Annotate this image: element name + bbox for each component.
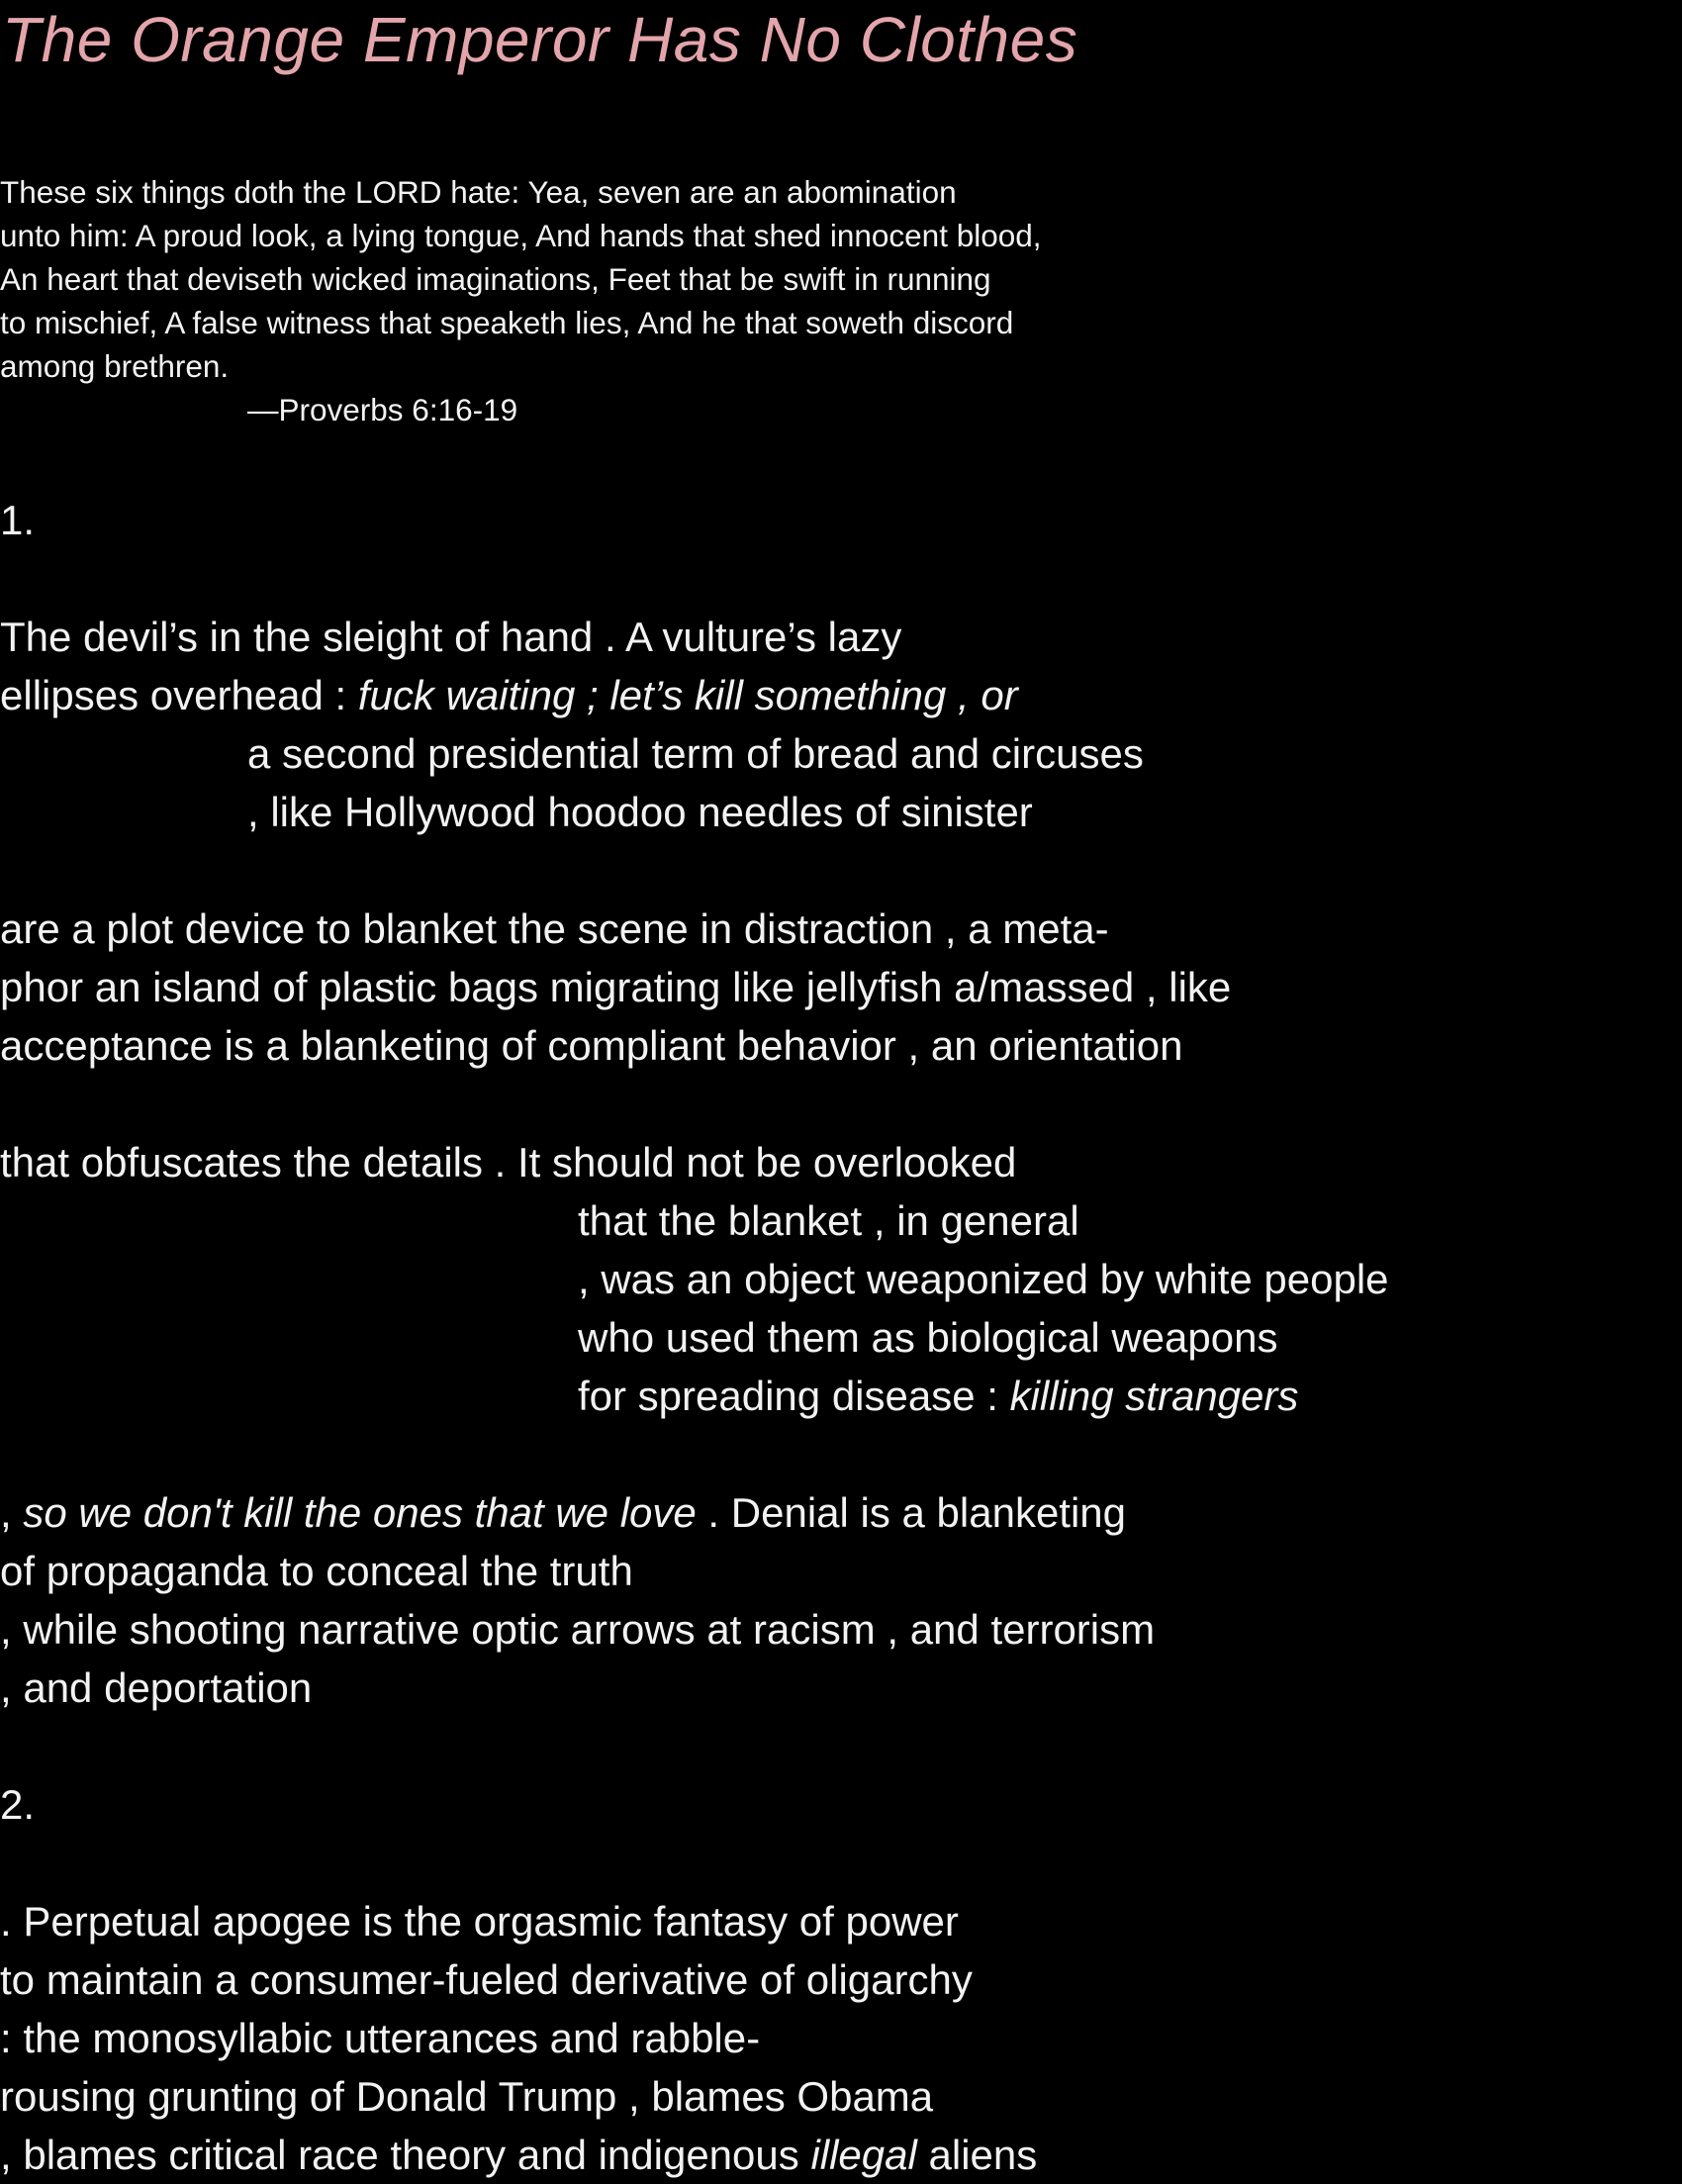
line-text: . Perpetual apogee is the orgasmic fantasy of power bbox=[0, 1898, 959, 1945]
epigraph-line: to mischief, A false witness that speaketh lies, And he that soweth discord bbox=[0, 305, 1014, 340]
line-text: who used them as biological weapons bbox=[578, 1314, 1278, 1361]
poem-line bbox=[0, 724, 1682, 783]
stanza-break bbox=[0, 549, 1682, 608]
epigraph-attribution: —Proverbs 6:16-19 bbox=[247, 392, 518, 427]
epigraph-line: An heart that deviseth wicked imaginations, Feet that be swift in running bbox=[0, 261, 991, 297]
poem-line bbox=[0, 1483, 1682, 1542]
line-text: 2. bbox=[0, 1781, 36, 1828]
epigraph-line: unto him: A proud look, a lying tongue, And hands that shed innocent blood, bbox=[0, 218, 1042, 253]
line-text: , blames critical race theory and indigenous bbox=[0, 2132, 811, 2178]
stanza-break bbox=[0, 1834, 1682, 1892]
poem-line bbox=[0, 1892, 1682, 1950]
poem-line bbox=[0, 608, 1682, 666]
line-text: rousing grunting of Donald Trump , blames Obama bbox=[0, 2073, 934, 2120]
line-text: to maintain a consumer-fueled derivative of oligarchy bbox=[0, 1956, 973, 2003]
epigraph-line: These six things doth the LORD hate: Yea, seven are an abomination bbox=[0, 174, 957, 210]
italic-text: killing strangers bbox=[1009, 1373, 1299, 1419]
line-text: , like Hollywood hoodoo needles of sinister bbox=[247, 789, 1033, 835]
italic-text: illegal bbox=[810, 2132, 917, 2178]
line-text: of propaganda to conceal the truth bbox=[0, 1548, 633, 1594]
poem-line bbox=[0, 1016, 1682, 1075]
poem-line bbox=[0, 2009, 1682, 2067]
poem-line bbox=[0, 900, 1682, 958]
poem-line bbox=[0, 1775, 1682, 1834]
poem-line bbox=[0, 1308, 1682, 1367]
epigraph-line: among brethren. bbox=[0, 348, 230, 384]
stanza-break bbox=[0, 1717, 1682, 1775]
poem-line bbox=[0, 1250, 1682, 1308]
poem-title: The Orange Emperor Has No Clothes bbox=[2, 4, 1078, 75]
poem-line bbox=[0, 783, 1682, 841]
italic-text: fuck waiting ; let’s kill something , or bbox=[357, 672, 1018, 718]
line-text: 1. bbox=[0, 497, 36, 543]
line-text: The devil’s in the sleight of hand . A vulture’s lazy bbox=[0, 614, 902, 660]
poem-line bbox=[0, 1191, 1682, 1250]
stanza-break bbox=[0, 1425, 1682, 1483]
poem-line bbox=[0, 2067, 1682, 2126]
poem-line bbox=[0, 1367, 1682, 1425]
poem-line bbox=[0, 1600, 1682, 1659]
line-text: ellipses overhead : bbox=[0, 672, 358, 718]
poem-line bbox=[0, 2126, 1682, 2184]
line-text: , while shooting narrative optic arrows at racism , and terrorism bbox=[0, 1606, 1156, 1653]
line-text: that the blanket , in general bbox=[578, 1197, 1079, 1244]
line-text: that obfuscates the details . It should not be overlooked bbox=[0, 1139, 1017, 1186]
italic-text: so we don't kill the ones that we love bbox=[23, 1489, 697, 1536]
epigraph bbox=[0, 170, 1227, 431]
line-text: for spreading disease : bbox=[578, 1373, 1010, 1419]
line-text: , was an object weaponized by white people bbox=[578, 1256, 1389, 1302]
line-text: aliens bbox=[916, 2132, 1038, 2178]
poem-line bbox=[0, 958, 1682, 1016]
line-text: , bbox=[0, 1489, 24, 1536]
line-text: acceptance is a blanketing of compliant behavior , an orientation bbox=[0, 1022, 1183, 1069]
line-text: . Denial is a blanketing bbox=[696, 1489, 1127, 1536]
line-text: a second presidential term of bread and circuses bbox=[247, 730, 1144, 777]
line-text: are a plot device to blanket the scene in distraction , a meta- bbox=[0, 905, 1109, 952]
poem-line bbox=[0, 1133, 1682, 1191]
stanza-break bbox=[0, 1075, 1682, 1133]
line-text: phor an island of plastic bags migrating like jellyfish a/massed , like bbox=[0, 964, 1232, 1010]
poem-body bbox=[0, 491, 1682, 2184]
line-text: : the monosyllabic utterances and rabble- bbox=[0, 2015, 761, 2061]
line-text: , and deportation bbox=[0, 1664, 313, 1711]
poem-line bbox=[0, 491, 1682, 549]
stanza-break bbox=[0, 841, 1682, 900]
poem-line bbox=[0, 666, 1682, 724]
poem-line bbox=[0, 1659, 1682, 1717]
poem-line bbox=[0, 1542, 1682, 1600]
poem-line bbox=[0, 1950, 1682, 2009]
